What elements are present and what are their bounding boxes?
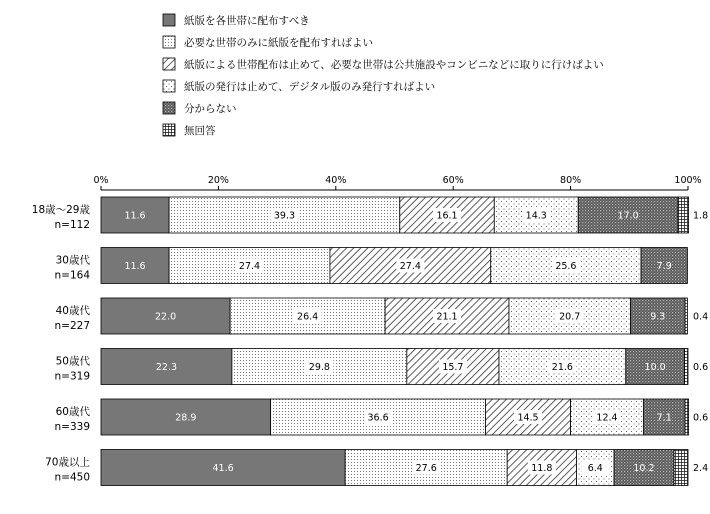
legend-label: 無回答 bbox=[184, 125, 216, 137]
data-label: 10.2 bbox=[633, 463, 655, 474]
legend-swatch bbox=[163, 124, 175, 136]
data-label: 10.0 bbox=[644, 362, 666, 373]
legend-swatch bbox=[163, 14, 175, 26]
category-n: n=450 bbox=[54, 471, 90, 484]
x-tick-label: 80% bbox=[560, 175, 582, 186]
legend-swatch bbox=[163, 102, 175, 114]
category-n: n=227 bbox=[54, 320, 90, 332]
bar-segment bbox=[678, 197, 689, 233]
data-label: 11.6 bbox=[124, 261, 146, 272]
no-answer-label: 0.4 bbox=[693, 311, 709, 323]
category-n: n=164 bbox=[54, 269, 90, 282]
data-label: 14.3 bbox=[525, 210, 547, 222]
category-n: n=339 bbox=[54, 421, 90, 433]
data-label: 21.1 bbox=[436, 311, 458, 323]
x-tick-label: 100% bbox=[674, 175, 702, 186]
data-label: 22.3 bbox=[155, 362, 178, 373]
no-answer-label: 0.6 bbox=[693, 412, 709, 424]
legend-swatch bbox=[163, 80, 175, 92]
data-label: 17.0 bbox=[617, 210, 639, 222]
x-tick-label: 40% bbox=[325, 175, 347, 186]
bar-segment bbox=[685, 399, 689, 435]
category-label: 18歳～29歳 bbox=[31, 204, 90, 216]
category-label: 30歳代 bbox=[55, 254, 90, 267]
x-axis bbox=[93, 175, 701, 190]
data-label: 36.6 bbox=[367, 412, 389, 424]
no-answer-label: 1.8 bbox=[693, 210, 709, 222]
bars bbox=[32, 197, 708, 486]
data-label: 6.4 bbox=[587, 463, 603, 474]
data-label: 26.4 bbox=[297, 311, 319, 323]
legend-swatch bbox=[163, 36, 175, 48]
data-label: 16.1 bbox=[436, 210, 458, 222]
x-tick-label: 20% bbox=[207, 175, 229, 186]
category-n: n=319 bbox=[54, 370, 90, 383]
data-label: 29.8 bbox=[308, 362, 330, 373]
category-label: 60歳代 bbox=[55, 406, 90, 418]
data-label: 41.6 bbox=[212, 463, 234, 474]
legend bbox=[163, 14, 604, 137]
data-label: 22.0 bbox=[154, 311, 177, 323]
bar-segment bbox=[674, 450, 688, 486]
data-label: 25.6 bbox=[555, 261, 577, 272]
data-label: 7.1 bbox=[656, 412, 672, 424]
category-label: 40歳代 bbox=[55, 305, 90, 317]
bar-segment bbox=[685, 298, 687, 334]
legend-label: 紙版による世帯配布は止めて、必要な世帯は公共施設やコンビニなどに取りに行けばよい bbox=[184, 59, 604, 71]
data-label: 14.5 bbox=[517, 412, 539, 424]
data-label: 27.4 bbox=[238, 261, 261, 272]
legend-label: 必要な世帯のみに紙版を配布すればよい bbox=[184, 37, 373, 49]
data-label: 15.7 bbox=[442, 362, 464, 373]
category-label: 70歳以上 bbox=[45, 456, 90, 469]
bar-segment bbox=[684, 349, 688, 385]
x-tick-label: 60% bbox=[442, 175, 464, 186]
legend-label: 分からない bbox=[184, 103, 237, 115]
data-label: 27.6 bbox=[415, 463, 437, 474]
data-label: 28.9 bbox=[175, 412, 197, 424]
category-label: 50歳代 bbox=[55, 355, 90, 368]
data-label: 9.3 bbox=[650, 311, 666, 323]
data-label: 11.6 bbox=[124, 210, 146, 222]
data-label: 27.4 bbox=[399, 261, 421, 272]
data-label: 20.7 bbox=[559, 311, 581, 323]
x-tick-label: 0% bbox=[93, 175, 109, 186]
no-answer-label: 2.4 bbox=[693, 463, 709, 474]
category-n: n=112 bbox=[54, 219, 90, 231]
legend-swatch bbox=[163, 58, 175, 70]
no-answer-label: 0.6 bbox=[693, 362, 709, 373]
data-label: 11.8 bbox=[531, 463, 553, 474]
data-label: 7.9 bbox=[656, 261, 672, 272]
legend-label: 紙版の発行は止めて、デジタル版のみ発行すればよい bbox=[184, 81, 436, 93]
data-label: 21.6 bbox=[551, 362, 573, 373]
data-label: 12.4 bbox=[596, 412, 618, 424]
data-label: 39.3 bbox=[273, 210, 296, 222]
legend-label: 紙版を各世帯に配布すべき bbox=[184, 15, 310, 27]
